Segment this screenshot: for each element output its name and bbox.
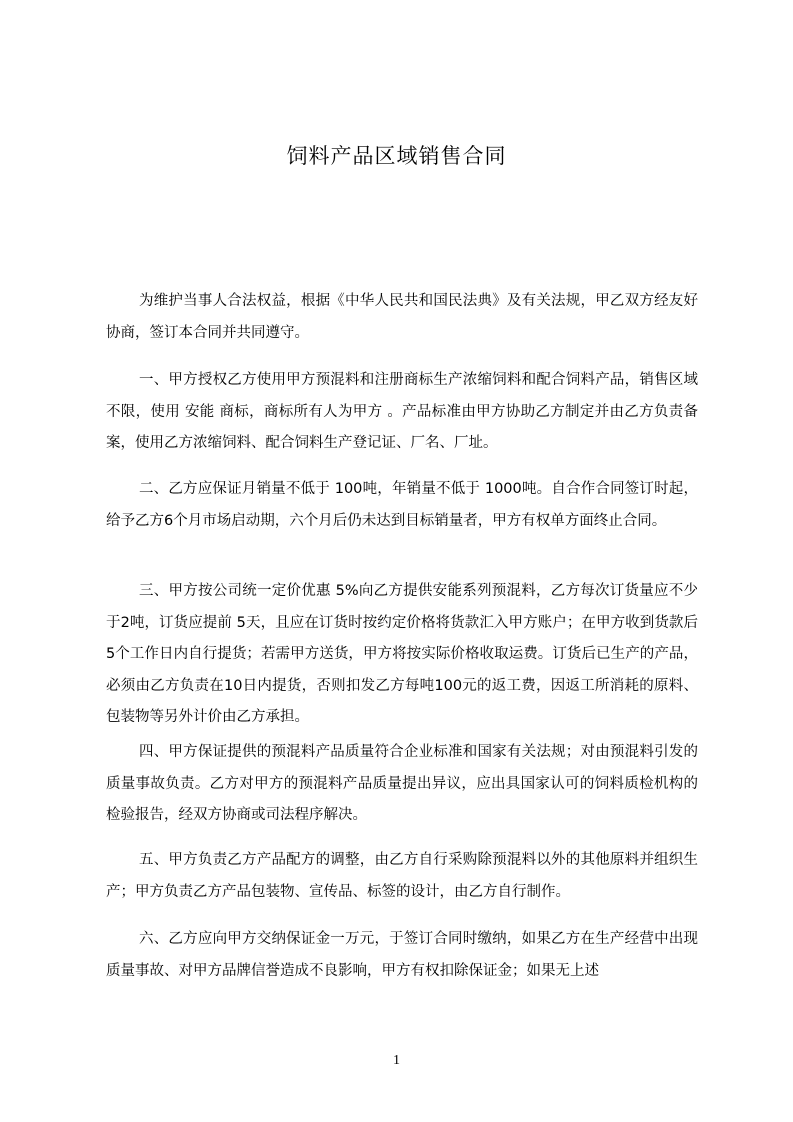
clause-1-paragraph: 一、甲方授权乙方使用甲方预混料和注册商标生产浓缩饲料和配合饲料产品，销售区域不限，使用 安能 商标，商标所有人为甲方 。产品标准由甲方协助乙方制定并由乙方负责备案，使用乙方浓缩饲料、配合饲料生产登记证、厂名、厂址。 (106, 372, 698, 451)
clause-5-paragraph: 五、甲方负责乙方产品配方的调整，由乙方自行采购除预混料以外的其他原料并组织生产；甲方负责乙方产品包装物、宣传品、标签的设计，由乙方自行制作。 (106, 852, 698, 900)
clause-2-paragraph: 二、乙方应保证月销量不低于 100吨，年销量不低于 1000吨。自合作合同签订时起，给予乙方6个月市场启动期，六个月后仍未达到目标销量者，甲方有权单方面终止合同。 (106, 481, 698, 529)
clause-3-paragraph: 三、甲方按公司统一定价优惠 5%向乙方提供安能系列预混料，乙方每次订货量应不少于2吨，订货应提前 5天，且应在订货时按约定价格将货款汇入甲方账户；在甲方收到货款后5个工作日内自行提货；若需甲方送货，甲方将按实际价格收取运费。订货后已生产的产品，必须由乙方负责在10日内提货，否则扣发乙方每吨100元的返工费，因返工所消耗的原料、包装物等另外计价由乙方承担。 (106, 583, 698, 725)
clause-4-paragraph: 四、甲方保证提供的预混料产品质量符合企业标准和国家有关法规；对由预混料引发的质量事故负责。乙方对甲方的预混料产品质量提出异议，应出具国家认可的饲料质检机构的检验报告，经双方协商或司法程序解决。 (106, 744, 698, 823)
clause-6-paragraph: 六、乙方应向甲方交纳保证金一万元，于签订合同时缴纳，如果乙方在生产经营中出现质量事故、对甲方品牌信誉造成不良影响，甲方有权扣除保证金；如果无上述 (106, 931, 698, 979)
page-number: 1 (393, 1053, 400, 1068)
document-title: 饲料产品区域销售合同 (286, 144, 507, 168)
intro-paragraph: 为维护当事人合法权益，根据《中华人民共和国民法典》及有关法规，甲乙双方经友好协商，签订本合同并共同遵守。 (106, 293, 698, 341)
